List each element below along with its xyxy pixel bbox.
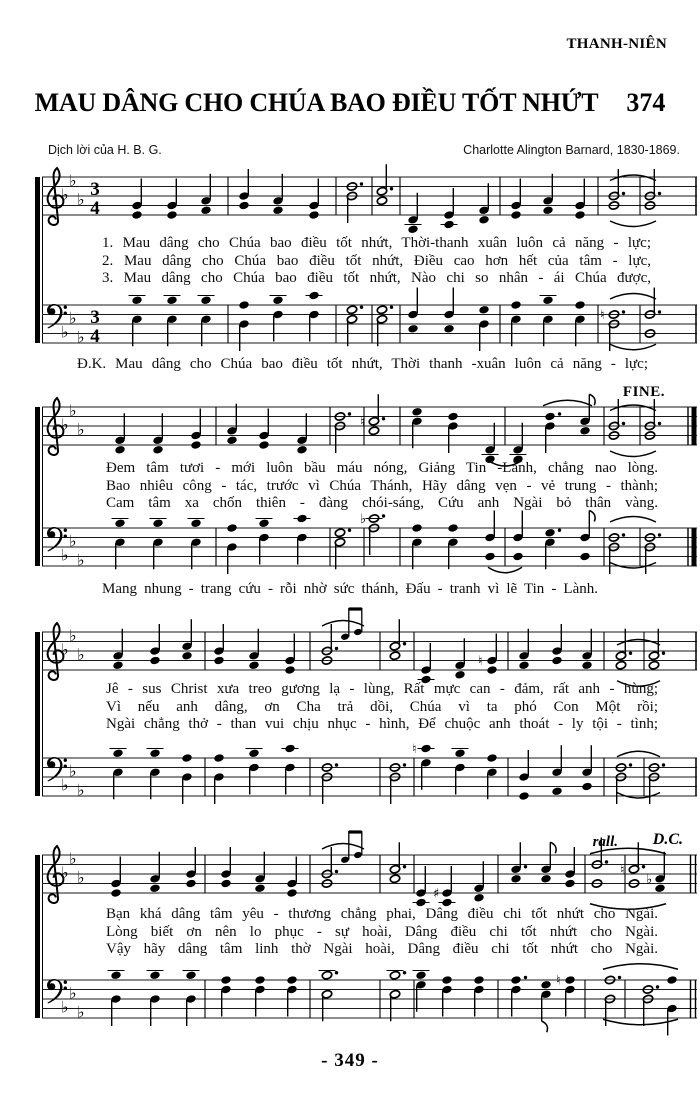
svg-text:♭: ♭ <box>77 1002 85 1022</box>
svg-text:♮: ♮ <box>556 973 561 989</box>
svg-text:♭: ♭ <box>69 625 77 645</box>
verse-line: Jê - sus Christ xưa treo gương lạ - lùng, Rất mực can - đảm, rất anh - hùng; <box>106 681 658 697</box>
verse-block-1 <box>102 235 651 288</box>
svg-text:♭: ♭ <box>77 644 85 664</box>
svg-text:♭: ♭ <box>69 308 77 328</box>
verse-line: Bạn khá dâng tâm yêu - thương chẳng phai, Dâng điều chi tốt nhứt cho Ngài. <box>106 906 658 922</box>
svg-text:♭: ♭ <box>360 512 367 527</box>
verse-line: 3. Mau dâng cho Chúa bao điều tốt nhứt, Nào chi so nhân - ái Chúa được, <box>102 270 651 286</box>
staff-system4-bass <box>0 950 700 1062</box>
title-row <box>0 88 700 118</box>
svg-text:♭: ♭ <box>69 170 77 190</box>
translator-credit: Dịch lời của H. B. G. <box>48 143 162 157</box>
svg-text:♮: ♮ <box>412 742 417 757</box>
verse-block-4 <box>106 906 658 959</box>
svg-text:♭: ♭ <box>69 531 77 551</box>
svg-text:♭: ♭ <box>69 761 77 781</box>
svg-text:3: 3 <box>90 179 100 200</box>
svg-text:♯: ♯ <box>433 886 440 902</box>
chorus-line-2: Mang nhung - trang cứu - rỗi nhờ sức thánh, Đấu - tranh vì lẽ Tin - Lành. <box>102 581 598 597</box>
fine-mark: FINE. <box>622 384 665 400</box>
svg-text:♭: ♭ <box>61 415 69 434</box>
hymn-number: 374 <box>626 88 666 117</box>
svg-text:♭: ♭ <box>61 997 69 1017</box>
svg-text:♭: ♭ <box>61 185 69 204</box>
svg-text:♭: ♭ <box>69 983 77 1003</box>
svg-text:♭: ♭ <box>77 550 85 570</box>
verse-line: Bao nhiêu công - tác, trước vì Chúa Thánh, Hãy dâng vẹn - vẻ trung - thành; <box>106 477 658 494</box>
svg-text:♭: ♭ <box>77 419 85 439</box>
svg-text:♭: ♭ <box>61 322 69 342</box>
verse-block-3 <box>106 681 658 734</box>
verse-line: Lòng biết ơn nên lo phục - sự hoài, Dâng điều chi tốt nhứt cho Ngài. <box>106 923 658 940</box>
section-header-label: THANH-NIÊN <box>566 36 667 52</box>
chorus-line-1: Đ.K. Mau dâng cho Chúa bao điều tốt nhứt, Thời thanh -xuân luôn cả năng - lực; <box>77 356 648 372</box>
svg-text:♭: ♭ <box>77 189 85 209</box>
verse-line: Vậy hãy dâng tâm linh thờ Ngài hoài, Dâng điều chi tốt nhứt cho Ngài. <box>106 941 658 957</box>
verse-line: Đem tâm tươi - mới luôn bầu máu nóng, Giảng Tin -Lành, chẳng nao lòng. <box>106 460 658 476</box>
svg-text:♭: ♭ <box>77 780 85 800</box>
rall-mark: rall. <box>592 834 618 850</box>
svg-text:♭: ♭ <box>61 863 69 882</box>
hymn-title: MAU DÂNG CHO CHÚA BAO ĐIỀU TỐT NHỨT <box>34 88 599 117</box>
svg-text:♭: ♭ <box>77 867 85 887</box>
staff-system3-bass <box>0 728 700 840</box>
page-number: - 349 - <box>321 1050 379 1071</box>
verse-line: Ngài chẳng thở - than vui chịu nhục - hình, Để chuộc anh thoát - ly tội - tình; <box>106 716 658 732</box>
svg-text:♮: ♮ <box>360 414 365 430</box>
composer-credit: Charlotte Alington Barnard, 1830-1869. <box>463 143 680 157</box>
verse-block-2 <box>106 460 658 513</box>
svg-text:♭: ♭ <box>61 775 69 795</box>
da-capo-mark: D.C. <box>652 831 683 848</box>
svg-text:♮: ♮ <box>478 654 483 669</box>
svg-text:♭: ♭ <box>69 400 77 420</box>
verse-line: 1. Mau dâng cho Chúa bao điều tốt nhứt, Thời-thanh xuân luôn cả năng - lực; <box>102 235 651 251</box>
verse-line: 2. Mau dâng cho Chúa bao điều tốt nhứt, Điều cao hơn hết của tâm - lực, <box>102 252 651 269</box>
svg-text:♭: ♭ <box>61 545 69 565</box>
svg-text:♭: ♭ <box>646 872 653 888</box>
svg-text:♭: ♭ <box>77 327 85 347</box>
svg-text:♭: ♭ <box>61 640 69 659</box>
verse-line: Vì nếu anh dâng, ơn Cha trả dồi, Chúa vì ta phó Con Một rồi; <box>106 698 658 715</box>
svg-text:4: 4 <box>90 326 100 347</box>
verse-line: Cam tâm xa chốn thiên - đàng chói-sáng, Cứu anh Ngài bỏ thân vàng. <box>106 495 658 511</box>
svg-text:3: 3 <box>90 307 100 328</box>
svg-text:♭: ♭ <box>69 848 77 868</box>
svg-text:♮: ♮ <box>620 862 625 878</box>
svg-text:♮: ♮ <box>600 308 605 323</box>
svg-text:4: 4 <box>90 198 100 219</box>
